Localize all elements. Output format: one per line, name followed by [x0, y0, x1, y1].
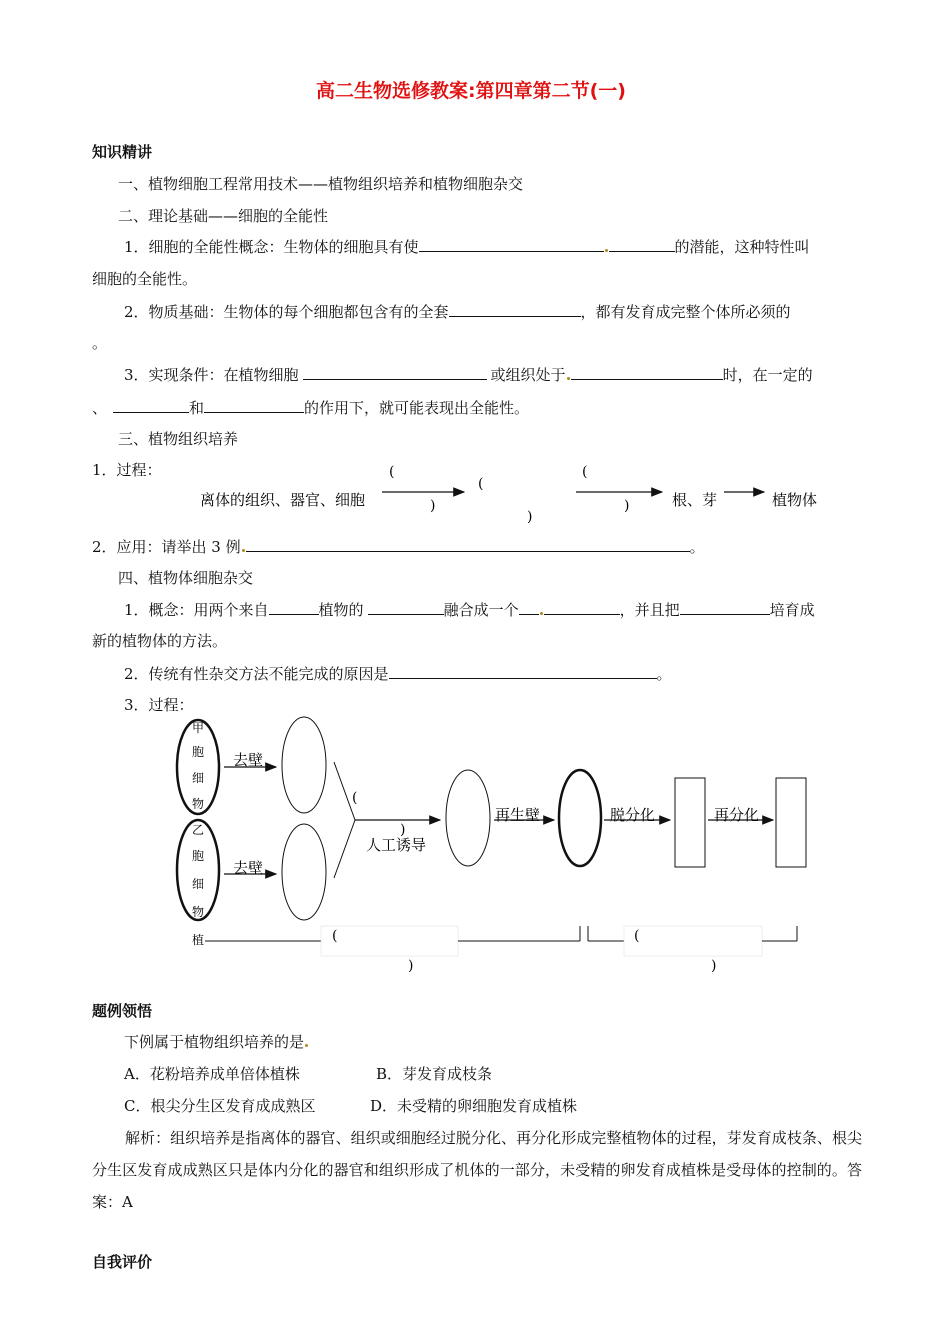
para-3-text-a: 3．实现条件：在植物细胞: [124, 366, 299, 384]
hybrid-plant-box: [776, 778, 806, 867]
para-2-text-b: ，都有发育成完整个体所必须的: [580, 303, 791, 321]
remove-wall-label-2: 去壁: [233, 859, 264, 877]
option-a[interactable]: A．花粉培养成单倍体植株: [124, 1065, 300, 1083]
para-1-text-b: 的潜能，这种特性叫: [674, 238, 810, 256]
application-text: 2．应用：请举出 3 例: [92, 538, 241, 556]
paren-open-1: (: [389, 464, 395, 480]
concept-text-d: ，并且把: [619, 601, 680, 619]
concept-text-b: 植物的: [318, 601, 364, 619]
paren-close-b2: ): [711, 958, 717, 974]
process-end-text: 植物体: [772, 491, 818, 509]
callus-box: [675, 778, 705, 867]
blank-c2[interactable]: [368, 598, 444, 615]
paren-close-b1: ): [408, 958, 414, 974]
hybrid-cell: [559, 770, 601, 866]
blank-5[interactable]: [113, 396, 189, 413]
para-1-text-a: 1．细胞的全能性概念：生物体的细胞具有使: [124, 238, 419, 256]
paren-close-1: ): [430, 498, 436, 514]
plant-cell-a-label: 甲胞细物: [192, 721, 205, 811]
hybridization-diagram: [0, 712, 950, 980]
para-2-line-1: [124, 300, 791, 322]
para-3-line-2: [92, 396, 529, 418]
paren-open-b2: (: [634, 928, 640, 944]
blank-6[interactable]: [204, 396, 304, 413]
blank-c3a[interactable]: [519, 598, 539, 615]
answer-box-1[interactable]: [321, 926, 458, 956]
dot-mark: [242, 549, 245, 552]
dot-mark: [305, 1044, 308, 1047]
process-label: 1．过程：: [92, 461, 162, 479]
blank-c1[interactable]: [269, 598, 319, 615]
paren-open-2: (: [478, 476, 484, 492]
induce-label: 人工诱导: [366, 836, 427, 854]
process-3-label: 3．过程：: [124, 696, 194, 714]
blank-application[interactable]: [246, 535, 690, 552]
reason-line: [124, 662, 672, 684]
item-three: 三、植物组织培养: [118, 430, 239, 448]
section-heading-knowledge: 知识精讲: [92, 143, 153, 161]
para-1-line-1: [124, 235, 810, 257]
answer-box-2[interactable]: [624, 926, 762, 956]
reason-text: 2．传统有性杂交方法不能完成的原因是: [124, 665, 389, 683]
dot-mark: [567, 377, 570, 380]
dediff-label: 脱分化: [610, 806, 656, 824]
merge-line-bottom: [334, 820, 355, 878]
paren-close-fusion: ): [400, 822, 406, 838]
question-line: [124, 1031, 309, 1052]
plant-cell-b-label: 乙胞细物植: [192, 823, 205, 947]
item-four: 四、植物体细胞杂交: [118, 569, 254, 587]
item-two: 二、理论基础——细胞的全能性: [118, 207, 329, 225]
concept-line-1: [124, 598, 815, 620]
item-one: 一、植物细胞工程常用技术——植物组织培养和植物细胞杂交: [118, 175, 524, 193]
blank-1b[interactable]: [609, 235, 675, 252]
para-3-line-1: [124, 363, 813, 385]
concept-line-2: 新的植物体的方法。: [92, 632, 228, 650]
para-3-text-b: 或组织处于: [490, 366, 566, 384]
paren-close-2: ): [527, 509, 533, 525]
regen-wall-label: 再生壁: [495, 806, 541, 824]
question-text: 下例属于植物组织培养的是: [124, 1033, 305, 1051]
para-2-line-2: 。: [92, 334, 108, 352]
process-start-text: 离体的组织、器官、细胞: [200, 491, 366, 509]
paren-open-b1: (: [332, 928, 338, 944]
blank-3[interactable]: [303, 363, 487, 380]
option-c[interactable]: C．根尖分生区发育成成熟区: [124, 1097, 316, 1115]
remove-wall-label-1: 去壁: [233, 751, 264, 769]
para-2-text-a: 2．物质基础：生物体的每个细胞都包含有的全套: [124, 303, 449, 321]
reason-end: 。: [656, 665, 672, 683]
para-3-text-d: 、: [92, 399, 108, 417]
blank-c4[interactable]: [680, 598, 770, 615]
paren-open-3: (: [582, 464, 588, 480]
section-heading-examples: 题例领悟: [92, 1002, 153, 1020]
application-line: [92, 535, 705, 557]
page-title: 高二生物选修教案:第四章第二节(一): [316, 80, 626, 102]
concept-text-c: 融合成一个: [443, 601, 519, 619]
para-3-text-f: 的作用下，就可能表现出全能性。: [304, 399, 530, 417]
section-heading-self-eval: 自我评价: [92, 1253, 153, 1271]
blank-reason[interactable]: [389, 662, 657, 679]
option-b[interactable]: B．芽发育成枝条: [376, 1065, 493, 1083]
rediff-label: 再分化: [714, 806, 760, 824]
para-3-text-c: 时，在一定的: [722, 366, 813, 384]
paren-open-fusion: (: [352, 790, 358, 806]
para-3-text-e: 和: [189, 399, 205, 417]
concept-text-a: 1．概念：用两个来自: [124, 601, 269, 619]
blank-c3[interactable]: [544, 598, 620, 615]
protoplast-a: [282, 717, 326, 813]
analysis-paragraph: 解析：组织培养是指离体的器官、组织或细胞经过脱分化、再分化形成完整植物体的过程，芽发育成枝条、根尖分生区发育成成熟区只是体内分化的器官和组织形成了机体的一部分，未受精的卵发育成植株是受母体的控制的。答案：A: [92, 1129, 862, 1211]
dot-mark: [605, 249, 608, 252]
para-1-line-2: 细胞的全能性。: [92, 270, 198, 288]
blank-1[interactable]: [419, 235, 604, 252]
concept-text-e: 培育成: [769, 601, 815, 619]
blank-4[interactable]: [571, 363, 723, 380]
protoplast-b: [282, 824, 326, 920]
blank-2[interactable]: [449, 300, 581, 317]
application-end: 。: [689, 538, 705, 556]
option-d[interactable]: D．未受精的卵细胞发育成植株: [370, 1097, 578, 1115]
tissue-culture-diagram: [0, 455, 950, 530]
process-root-text: 根、芽: [672, 491, 718, 509]
dot-mark: [540, 612, 543, 615]
fused-protoplast: [446, 770, 490, 866]
paren-close-3: ): [624, 498, 630, 514]
